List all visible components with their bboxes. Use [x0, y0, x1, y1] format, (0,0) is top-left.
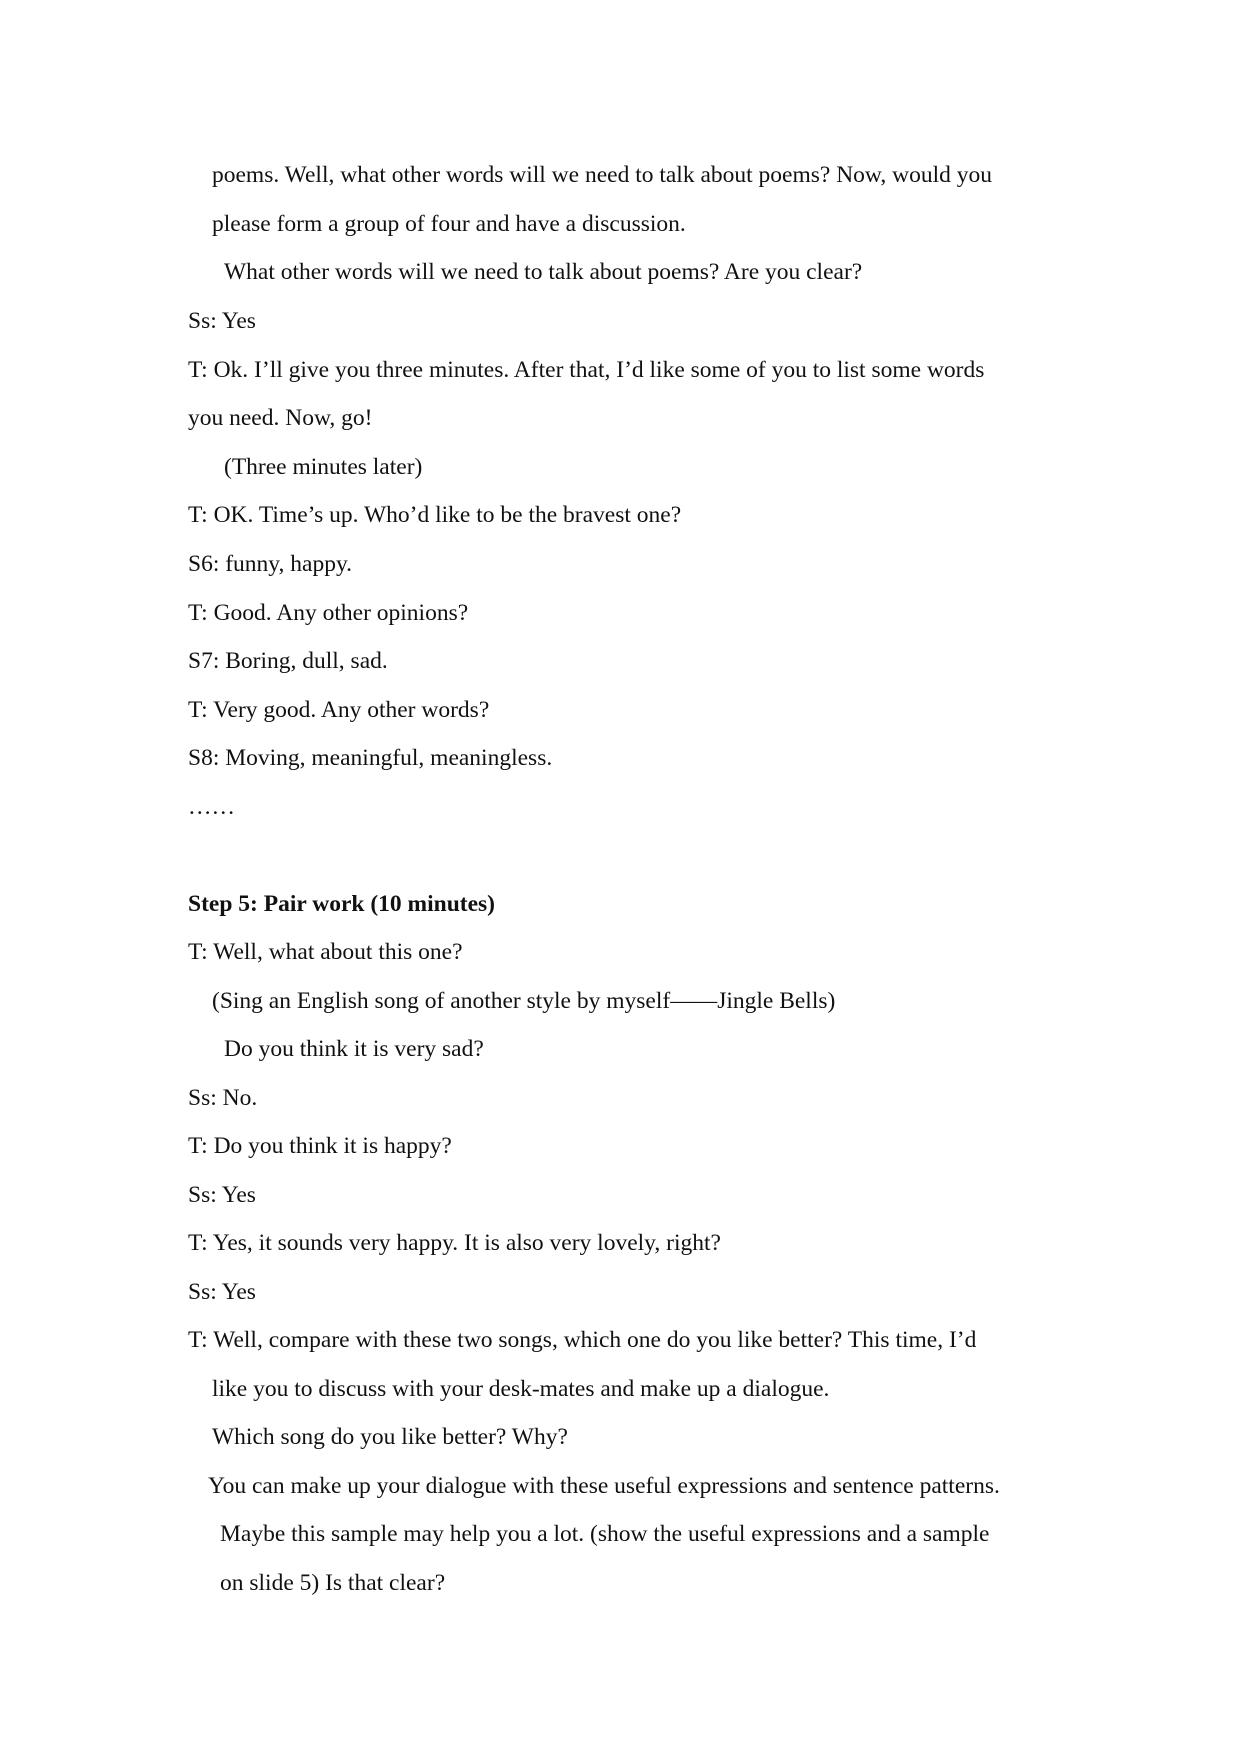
text-line: (Sing an English song of another style by myself——Jingle Bells) [212, 988, 836, 1014]
text-line: T: Well, what about this one? [188, 939, 463, 965]
text-line: Which song do you like better? Why? [212, 1424, 568, 1450]
text-line: T: OK. Time’s up. Who’d like to be the bravest one? [188, 502, 682, 528]
text-line: You can make up your dialogue with these useful expressions and sentence patterns. [208, 1473, 1000, 1499]
text-line: T: Very good. Any other words? [188, 697, 490, 723]
text-line: you need. Now, go! [188, 405, 373, 431]
text-line: S8: Moving, meaningful, meaningless. [188, 745, 553, 771]
text-line: (Three minutes later) [224, 454, 423, 480]
text-line: T: Yes, it sounds very happy. It is also very lovely, right? [188, 1230, 721, 1256]
text-line: like you to discuss with your desk-mates and make up a dialogue. [212, 1376, 830, 1402]
text-line: What other words will we need to talk about poems? Are you clear? [224, 259, 863, 285]
text-line: Ss: Yes [188, 308, 256, 334]
text-line: Do you think it is very sad? [224, 1036, 484, 1062]
text-line: T: Do you think it is happy? [188, 1133, 452, 1159]
text-line: Ss: Yes [188, 1279, 256, 1305]
text-line: Ss: Yes [188, 1182, 256, 1208]
text-line: Ss: No. [188, 1085, 258, 1111]
ellipsis: …… [188, 794, 235, 820]
text-line: T: Good. Any other opinions? [188, 600, 469, 626]
text-line: please form a group of four and have a discussion. [212, 211, 686, 237]
text-line: S7: Boring, dull, sad. [188, 648, 388, 674]
text-line: T: Ok. I’ll give you three minutes. After that, I’d like some of you to list some words [188, 357, 985, 383]
section-heading: Step 5: Pair work (10 minutes) [188, 891, 496, 917]
text-line: poems. Well, what other words will we need to talk about poems? Now, would you [212, 162, 992, 188]
text-line: S6: funny, happy. [188, 551, 353, 577]
text-line: Maybe this sample may help you a lot. (show the useful expressions and a sample [220, 1521, 990, 1547]
text-line: on slide 5) Is that clear? [220, 1570, 446, 1596]
text-line: T: Well, compare with these two songs, which one do you like better? This time, I’d [188, 1327, 977, 1353]
